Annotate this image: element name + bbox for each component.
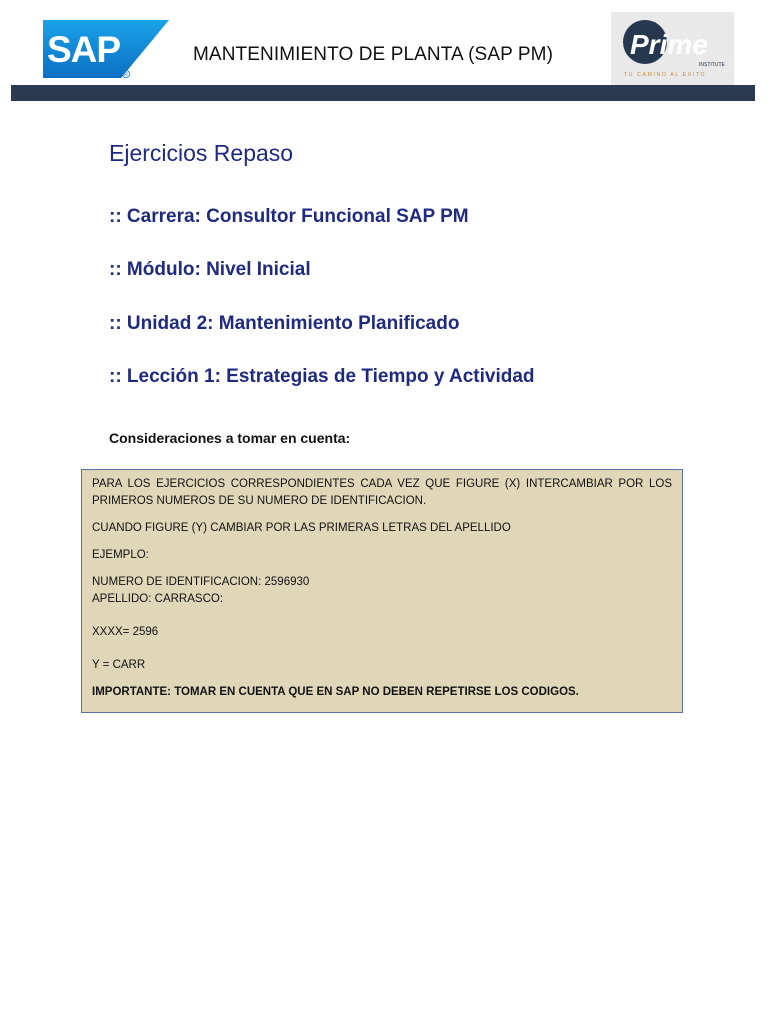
sap-logo-text: SAP — [47, 29, 121, 70]
instructions-box — [81, 469, 683, 713]
career-line: :: Carrera: Consultor Funcional SAP PM — [109, 206, 469, 227]
prime-logo-sub: INSTITUTE — [699, 62, 725, 68]
page-header — [0, 0, 768, 102]
considerations-heading: Consideraciones a tomar en cuenta: — [109, 430, 351, 446]
module-line: :: Módulo: Nivel Inicial — [109, 259, 311, 280]
document-title: Ejercicios Repaso — [109, 140, 294, 166]
prime-logo-name: Prime — [630, 29, 708, 60]
example-x-value: XXXX= 2596 — [92, 626, 159, 638]
example-id: NUMERO DE IDENTIFICACION: 2596930 — [92, 576, 310, 588]
svg-text:R: R — [124, 72, 128, 78]
example-block — [92, 574, 672, 608]
instruction-y: CUANDO FIGURE (Y) CAMBIAR POR LAS PRIMERAS LETRAS DEL APELLIDO — [92, 522, 511, 534]
example-surname: APELLIDO: CARRASCO: — [92, 593, 224, 605]
important-note: IMPORTANTE: TOMAR EN CUENTA QUE EN SAP NO DEBEN REPETIRSE LOS CODIGOS. — [92, 686, 579, 698]
lesson-line: :: Lección 1: Estrategias de Tiempo y Actividad — [109, 366, 535, 387]
unit-line: :: Unidad 2: Mantenimiento Planificado — [109, 313, 460, 334]
sap-logo — [43, 14, 175, 82]
example-label: EJEMPLO: — [92, 549, 149, 561]
header-title: MANTENIMIENTO DE PLANTA (SAP PM) — [193, 44, 554, 65]
prime-logo-tagline: TU CAMINO AL EXITO — [624, 72, 707, 78]
header-divider-bar — [11, 85, 755, 101]
prime-logo — [611, 12, 734, 85]
instruction-x: PARA LOS EJERCICIOS CORRESPONDIENTES CADA VEZ QUE FIGURE (X) INTERCAMBIAR POR LOS PRIMEROS NUMEROS DE SU NUMERO DE IDENTIFICACION. — [92, 478, 672, 507]
example-y-value: Y = CARR — [92, 659, 146, 671]
